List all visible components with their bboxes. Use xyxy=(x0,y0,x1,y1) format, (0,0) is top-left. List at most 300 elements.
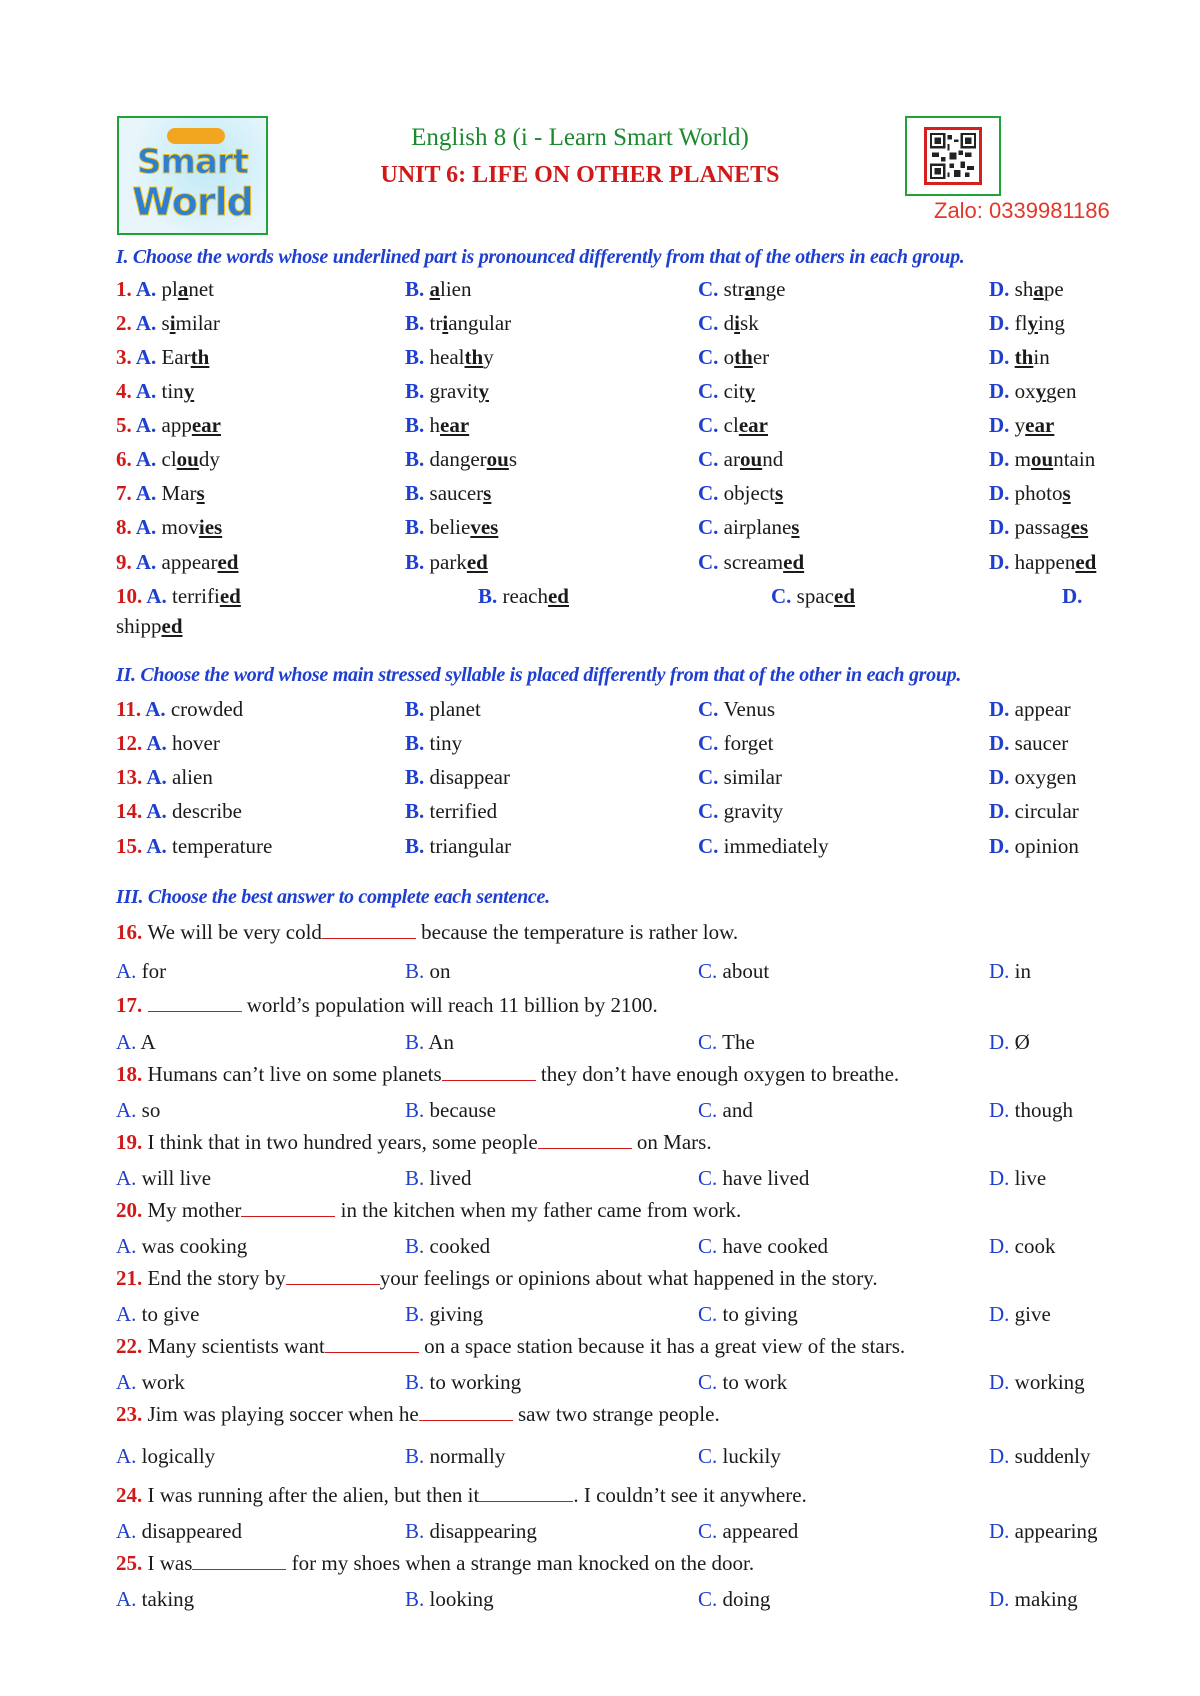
option-word: though xyxy=(1014,1098,1074,1122)
underlined-part: th xyxy=(1014,345,1034,369)
option-letter: A. xyxy=(146,834,173,858)
underlined-part: ed xyxy=(1075,550,1097,574)
underlined-part: ed xyxy=(161,614,183,638)
option-word: disappeared xyxy=(141,1519,242,1543)
underlined-part: ed xyxy=(783,550,805,574)
option-letter: A. xyxy=(135,277,162,301)
question-row xyxy=(0,515,1200,545)
option-letter: D. xyxy=(989,1166,1015,1190)
option-letter: C. xyxy=(698,1166,723,1190)
option-letter: B. xyxy=(405,799,430,823)
option-letter: C. xyxy=(698,550,724,574)
option-letter: D. xyxy=(989,731,1015,755)
stem-before: I was xyxy=(147,1551,193,1575)
option-letter: B. xyxy=(405,1444,430,1468)
question-number: 25. xyxy=(116,1551,148,1575)
option-word: healthy xyxy=(429,345,494,369)
options-row xyxy=(0,1302,1200,1332)
underlined-part: s xyxy=(483,481,492,505)
question-row xyxy=(0,413,1200,443)
option-c xyxy=(698,277,786,302)
option-word: movies xyxy=(161,515,223,539)
option-letter: A. xyxy=(146,765,173,789)
stem-before: Jim was playing soccer when he xyxy=(147,1402,419,1426)
option-letter: B. xyxy=(405,1302,430,1326)
option-letter: D. xyxy=(989,1370,1015,1394)
option-word: other xyxy=(723,345,770,369)
question-number: 6. xyxy=(116,447,136,471)
option-b xyxy=(405,447,517,472)
option-word: dangerous xyxy=(429,447,518,471)
answer-blank xyxy=(148,994,242,1012)
option-c xyxy=(698,515,799,540)
stem-after: in the kitchen when my father came from work. xyxy=(335,1198,742,1222)
question-number: 10. xyxy=(116,584,147,608)
stem-before: Many scientists want xyxy=(147,1334,325,1358)
option-b xyxy=(405,834,511,859)
section-3-title: III. Choose the best answer to complete each sentence. xyxy=(116,886,550,908)
options-row xyxy=(0,1234,1200,1264)
option-d xyxy=(989,799,1079,824)
option-word: An xyxy=(428,1030,455,1054)
option-word: alien xyxy=(172,765,213,789)
option-letter: B. xyxy=(405,447,430,471)
underlined-part: ou xyxy=(740,447,763,471)
underlined-part: ed xyxy=(834,584,855,608)
option-letter: A. xyxy=(135,379,162,403)
question-number: 24. xyxy=(116,1483,148,1507)
stem-after: for my shoes when a strange man knocked on the door. xyxy=(286,1551,755,1575)
underlined-part: ear xyxy=(440,413,470,437)
option-a xyxy=(116,834,272,859)
question-row xyxy=(0,584,1200,614)
underlined-part: y xyxy=(478,379,489,403)
option-b xyxy=(405,1030,454,1055)
option-d xyxy=(989,379,1077,404)
option-letter: C. xyxy=(698,1444,723,1468)
option-letter: C. xyxy=(698,311,724,335)
option-d xyxy=(989,515,1088,540)
option-letter: B. xyxy=(478,584,503,608)
stem-after: on Mars. xyxy=(631,1130,712,1154)
question-number: 1. xyxy=(116,277,136,301)
answer-blank xyxy=(479,1484,573,1502)
option-word: flying xyxy=(1014,311,1065,335)
option-letter: C. xyxy=(698,413,724,437)
option-letter: B. xyxy=(405,481,430,505)
option-word: temperature xyxy=(172,834,273,858)
option-c xyxy=(698,765,782,790)
option-letter: D. xyxy=(989,311,1015,335)
option-letter: A. xyxy=(116,1302,142,1326)
stem-after: saw two strange people. xyxy=(512,1402,720,1426)
question-stem xyxy=(116,1266,878,1291)
option-d xyxy=(1062,584,1082,609)
smart-world-logo: Smart World xyxy=(117,116,268,235)
option-word: appear xyxy=(161,413,221,437)
option-d xyxy=(989,834,1079,859)
option-c xyxy=(698,959,769,984)
option-letter: D. xyxy=(989,697,1015,721)
option-d xyxy=(989,1302,1051,1327)
option-d xyxy=(989,1166,1046,1191)
option-letter: D. xyxy=(989,799,1015,823)
option-d xyxy=(989,959,1031,984)
option-word: triangular xyxy=(429,834,512,858)
question-row xyxy=(0,447,1200,477)
question-number: 17. xyxy=(116,993,148,1017)
option-b xyxy=(405,550,488,575)
question-stem xyxy=(116,1198,741,1223)
underlined-part: ed xyxy=(219,584,241,608)
underlined-part: th xyxy=(190,345,210,369)
option-letter: A. xyxy=(116,959,142,983)
option-letter: B. xyxy=(405,1519,430,1543)
option-word: so xyxy=(141,1098,161,1122)
option-d xyxy=(989,550,1096,575)
option-c xyxy=(698,1370,787,1395)
option-word: appeared xyxy=(722,1519,799,1543)
option-letter: A. xyxy=(135,515,162,539)
option-word: immediately xyxy=(723,834,829,858)
stem-before: We will be very cold xyxy=(147,920,322,944)
option-letter: C. xyxy=(698,799,724,823)
underlined-part: es xyxy=(1070,515,1089,539)
option-word: around xyxy=(723,447,784,471)
option-d xyxy=(989,731,1068,756)
option-letter: D. xyxy=(1062,584,1083,608)
option-a xyxy=(116,1030,156,1055)
option-letter: D. xyxy=(989,1302,1015,1326)
option-word: to working xyxy=(429,1370,522,1394)
option-letter: B. xyxy=(405,731,430,755)
option-letter: B. xyxy=(405,550,430,574)
option-letter: B. xyxy=(405,697,430,721)
option-letter: B. xyxy=(405,515,430,539)
option-word: because xyxy=(429,1098,496,1122)
option-letter: D. xyxy=(989,345,1015,369)
option-letter: C. xyxy=(698,447,724,471)
question-number: 4. xyxy=(116,379,136,403)
option-word: to work xyxy=(722,1370,788,1394)
question-stem xyxy=(116,993,658,1018)
option-c xyxy=(698,481,783,506)
options-row xyxy=(0,1098,1200,1128)
question-row xyxy=(0,345,1200,375)
option-word: hover xyxy=(172,731,220,755)
question-row xyxy=(0,799,1200,829)
option-letter: B. xyxy=(405,311,430,335)
option-a xyxy=(116,413,221,438)
option-c xyxy=(698,1234,828,1259)
option-a xyxy=(116,1302,199,1327)
option-word: saucers xyxy=(429,481,492,505)
option-word: believes xyxy=(429,515,499,539)
option-word: have lived xyxy=(722,1166,810,1190)
option-b xyxy=(405,1234,490,1259)
option-word: making xyxy=(1014,1587,1078,1611)
option-letter: A. xyxy=(116,1098,142,1122)
option-word: terrified xyxy=(172,584,241,608)
option-c xyxy=(698,799,783,824)
underlined-part: ou xyxy=(176,447,199,471)
option-b xyxy=(405,379,489,404)
option-letter: A. xyxy=(116,1030,141,1054)
option-word: hear xyxy=(429,413,470,437)
option-letter: A. xyxy=(116,1519,142,1543)
option-c xyxy=(698,447,783,472)
option-letter: D. xyxy=(989,834,1015,858)
option-word: planet xyxy=(161,277,215,301)
option-letter: A. xyxy=(135,413,162,437)
underlined-part: ear xyxy=(1025,413,1055,437)
option-letter: B. xyxy=(405,1098,430,1122)
answer-blank xyxy=(442,1063,536,1081)
option-c xyxy=(698,1302,798,1327)
option-b xyxy=(405,1519,537,1544)
option-a xyxy=(116,765,213,790)
option-letter: D. xyxy=(989,379,1015,403)
question-number: 16. xyxy=(116,920,148,944)
option-word: forget xyxy=(723,731,774,755)
answer-blank xyxy=(322,921,416,939)
underlined-part: a xyxy=(1033,277,1044,301)
option-word: live xyxy=(1014,1166,1047,1190)
option-a xyxy=(116,731,220,756)
option-c xyxy=(698,345,769,370)
option-word: Earth xyxy=(161,345,210,369)
option-letter: A. xyxy=(116,1370,142,1394)
option-a xyxy=(116,311,220,336)
option-word: oxygen xyxy=(1014,379,1077,403)
option-word: disappearing xyxy=(429,1519,537,1543)
option-word: looking xyxy=(429,1587,494,1611)
option-letter: C. xyxy=(698,765,724,789)
option-b xyxy=(405,1587,494,1612)
option-letter: D. xyxy=(989,1519,1015,1543)
option-b xyxy=(405,1370,521,1395)
underlined-part: s xyxy=(774,481,784,505)
option-d xyxy=(989,1444,1091,1469)
option-word: gravity xyxy=(723,799,784,823)
option-c xyxy=(698,1030,755,1055)
option-letter: D. xyxy=(989,1030,1015,1054)
option-letter: B. xyxy=(405,1166,430,1190)
option-letter: C. xyxy=(698,731,724,755)
option-word: give xyxy=(1014,1302,1051,1326)
option-word: about xyxy=(722,959,770,983)
underlined-part: s xyxy=(1062,481,1071,505)
question-stem xyxy=(116,1062,899,1087)
answer-blank xyxy=(241,1199,335,1217)
option-letter: A. xyxy=(146,584,173,608)
option-word: on xyxy=(429,959,451,983)
underlined-part: ou xyxy=(486,447,509,471)
option-letter: B. xyxy=(405,1030,429,1054)
option-letter: C. xyxy=(698,379,724,403)
option-a xyxy=(116,345,209,370)
option-word: Ø xyxy=(1014,1030,1030,1054)
option-word: circular xyxy=(1014,799,1079,823)
option-c xyxy=(698,1166,809,1191)
underlined-part: ed xyxy=(466,550,488,574)
underlined-part: s xyxy=(791,515,800,539)
option-letter: D. xyxy=(989,277,1015,301)
option-word: lived xyxy=(429,1166,472,1190)
option-letter: A. xyxy=(116,1234,142,1258)
option-letter: B. xyxy=(405,1234,430,1258)
option-c xyxy=(698,413,768,438)
question-row-wrap xyxy=(0,614,1200,644)
option-letter: C. xyxy=(698,959,723,983)
question-number: 23. xyxy=(116,1402,148,1426)
option-letter: B. xyxy=(405,413,430,437)
question-row xyxy=(0,697,1200,727)
option-b xyxy=(405,697,481,722)
option-a xyxy=(116,799,242,824)
option-letter: B. xyxy=(405,345,430,369)
stem-before: Humans can’t live on some planets xyxy=(147,1062,442,1086)
option-word: year xyxy=(1014,413,1055,437)
option-letter: A. xyxy=(135,550,162,574)
question-stem xyxy=(116,1402,720,1427)
option-word: describe xyxy=(172,799,242,823)
underlined-part: a xyxy=(744,277,756,301)
option-b xyxy=(405,731,462,756)
options-row xyxy=(0,1519,1200,1549)
option-word: A xyxy=(140,1030,156,1054)
option-letter: C. xyxy=(698,697,724,721)
stem-after: they don’t have enough oxygen to breathe. xyxy=(535,1062,900,1086)
option-letter: D. xyxy=(989,1234,1015,1258)
stem-before: End the story by xyxy=(147,1266,286,1290)
option-word: triangular xyxy=(429,311,512,335)
option-a xyxy=(116,584,241,609)
option-letter: D. xyxy=(989,447,1015,471)
underlined-part: ou xyxy=(1031,447,1054,471)
option-word: logically xyxy=(141,1444,216,1468)
option-d xyxy=(989,1519,1097,1544)
option-word: cloudy xyxy=(161,447,220,471)
underlined-part: y xyxy=(183,379,195,403)
option-a xyxy=(116,447,220,472)
option-word: parked xyxy=(429,550,488,574)
question-number: 5. xyxy=(116,413,136,437)
option-letter: A. xyxy=(146,799,173,823)
option-c xyxy=(698,379,755,404)
stem-after: on a space station because it has a great view of the stars. xyxy=(418,1334,906,1358)
question-stem xyxy=(116,920,738,945)
option-a xyxy=(116,1444,215,1469)
stem-after: . I couldn’t see it anywhere. xyxy=(573,1483,807,1507)
option-d xyxy=(989,1098,1073,1123)
option-d xyxy=(989,277,1064,302)
option-letter: B. xyxy=(405,834,430,858)
option-letter: D. xyxy=(989,550,1015,574)
option-word: to give xyxy=(141,1302,200,1326)
answer-blank xyxy=(419,1403,513,1421)
option-b xyxy=(405,765,510,790)
option-word: thin xyxy=(1014,345,1050,369)
option-d xyxy=(989,311,1065,336)
answer-blank xyxy=(538,1131,632,1149)
option-c xyxy=(698,311,759,336)
option-word: doing xyxy=(722,1587,771,1611)
option-word: to giving xyxy=(722,1302,798,1326)
option-letter: C. xyxy=(698,277,724,301)
option-d xyxy=(989,1587,1078,1612)
question-row xyxy=(0,765,1200,795)
option-letter: C. xyxy=(698,1302,723,1326)
option-word: cooked xyxy=(429,1234,491,1258)
option-c xyxy=(698,731,773,756)
option-b xyxy=(405,277,472,302)
options-row xyxy=(0,1370,1200,1400)
question-stem xyxy=(116,1334,905,1359)
option-word: have cooked xyxy=(722,1234,829,1258)
underlined-part: ed xyxy=(217,550,239,574)
underlined-part: s xyxy=(196,481,205,505)
underlined-part: i xyxy=(169,311,176,335)
option-word: normally xyxy=(429,1444,506,1468)
options-row xyxy=(0,1166,1200,1196)
option-word: passages xyxy=(1014,515,1089,539)
option-b xyxy=(405,1302,483,1327)
underlined-part: a xyxy=(177,277,189,301)
options-row xyxy=(0,1030,1200,1060)
underlined-part: ies xyxy=(198,515,223,539)
stem-before: My mother xyxy=(147,1198,242,1222)
underlined-part: ed xyxy=(547,584,569,608)
option-word: tiny xyxy=(429,731,463,755)
option-b xyxy=(405,311,511,336)
question-number: 18. xyxy=(116,1062,148,1086)
option-letter: B. xyxy=(405,1587,430,1611)
option-letter: C. xyxy=(698,1098,723,1122)
option-b xyxy=(405,1166,472,1191)
underlined-part: ear xyxy=(191,413,221,437)
option-c xyxy=(771,584,855,609)
option-a xyxy=(116,1370,185,1395)
question-row xyxy=(0,731,1200,761)
option-word: mountain xyxy=(1014,447,1096,471)
option-word: giving xyxy=(429,1302,484,1326)
option-letter: C. xyxy=(698,1030,723,1054)
option-a xyxy=(116,481,205,506)
option-b xyxy=(405,481,491,506)
option-a xyxy=(116,277,214,302)
answer-blank xyxy=(286,1267,380,1285)
option-word: was cooking xyxy=(141,1234,248,1258)
stem-before: I think that in two hundred years, some people xyxy=(147,1130,538,1154)
option-word: luckily xyxy=(722,1444,781,1468)
option-word: similar xyxy=(161,311,220,335)
option-c xyxy=(698,1098,753,1123)
option-d xyxy=(989,413,1054,438)
option-word: disk xyxy=(723,311,759,335)
option-letter: D. xyxy=(989,1444,1015,1468)
underlined-part: th xyxy=(734,345,753,369)
option-word: Venus xyxy=(723,697,776,721)
question-stem xyxy=(116,1483,807,1508)
option-letter: A. xyxy=(135,447,162,471)
option-a xyxy=(116,1587,194,1612)
option-letter: A. xyxy=(135,481,162,505)
option-letter: C. xyxy=(698,1587,723,1611)
unit-title: UNIT 6: LIFE ON OTHER PLANETS xyxy=(380,162,780,188)
option-b xyxy=(405,959,451,984)
option-b xyxy=(405,345,494,370)
